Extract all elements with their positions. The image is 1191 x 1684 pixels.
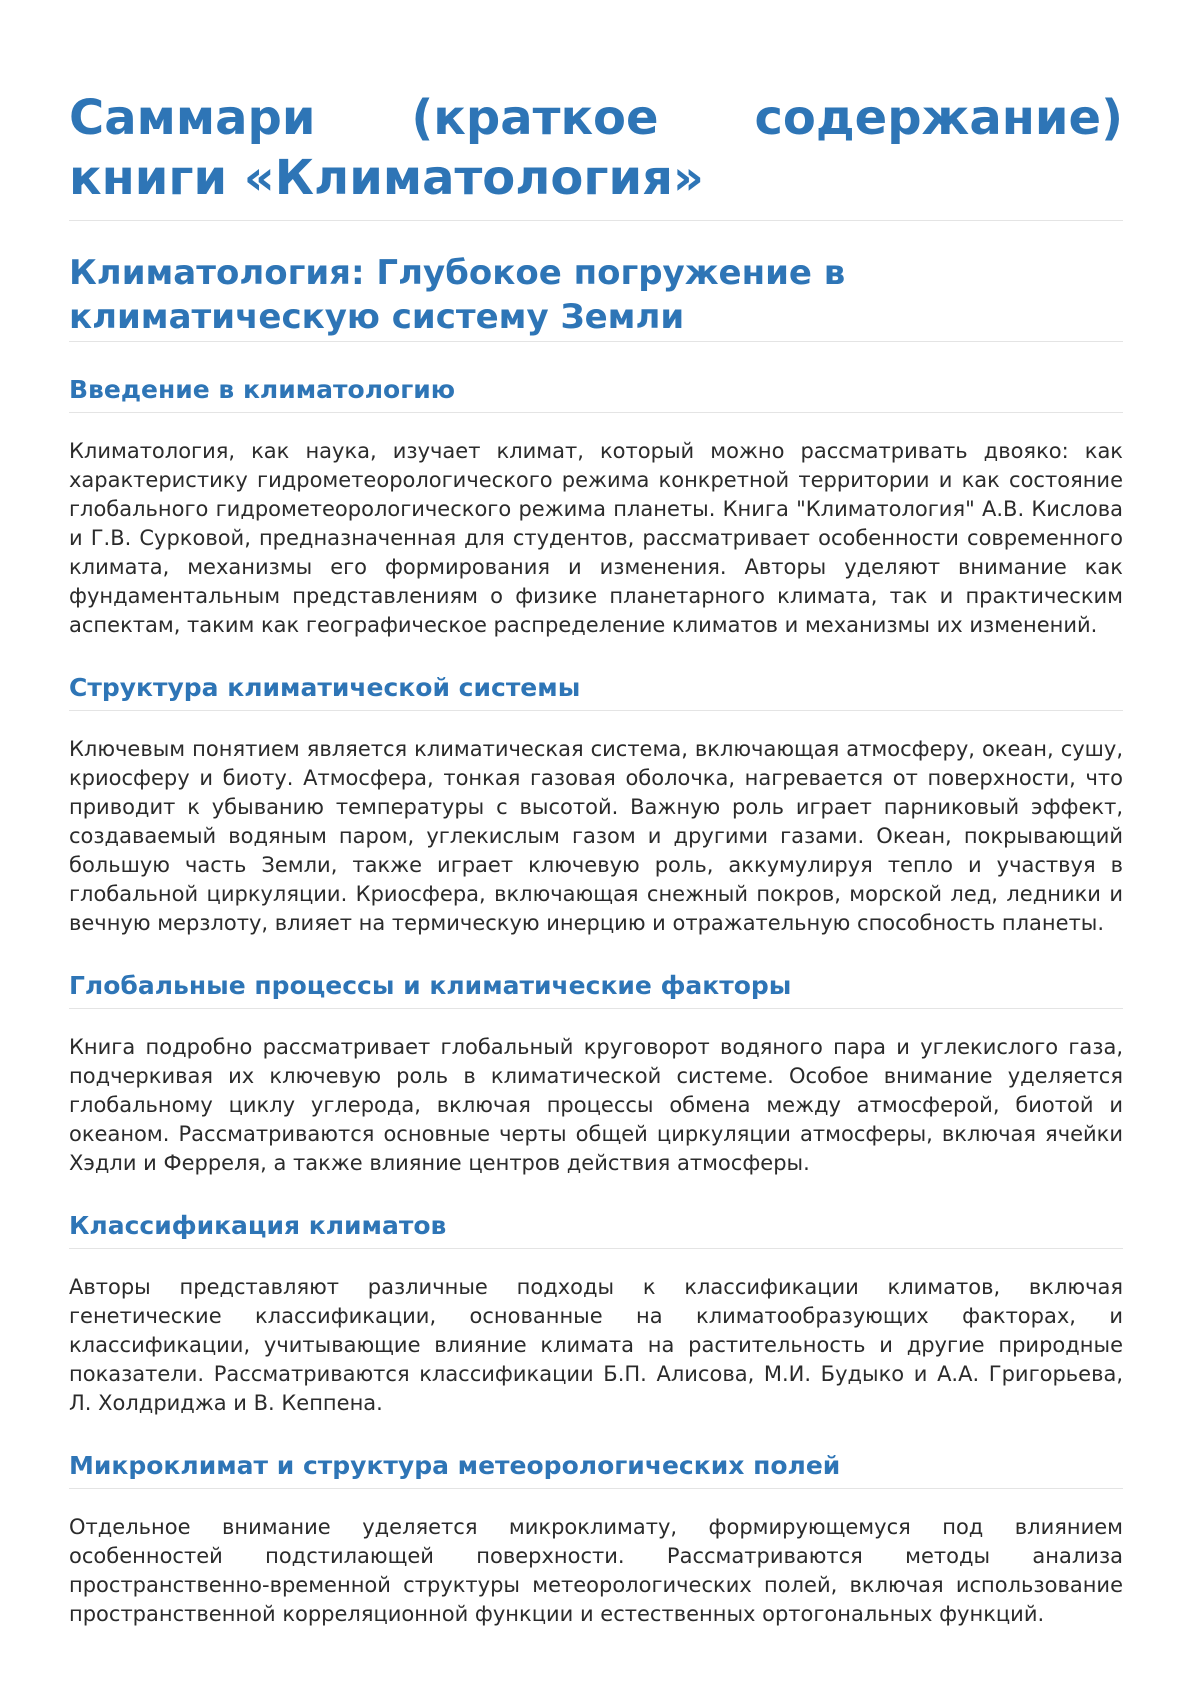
section-paragraph: Ключевым понятием является климатическая система, включающая атмосферу, океан, сушу, криосферу и биоту. Атмосфера, тонкая газовая оболочка, нагревается от поверхности, что приводит к убыванию температуры с высотой. Важную роль играет парниковый эффект, создаваемый водяным паром, углекислым газом и другими газами. Океан, покрывающий большую часть Земли, также играет ключевую роль, аккумулируя тепло и участвуя в глобальной циркуляции. Криосфера, включающая снежный покров, морской лед, ледники и вечную мерзлоту, влияет на термическую инерцию и отражательную способность планеты.: [69, 737, 1123, 935]
section-microclimate: [69, 1448, 1123, 1629]
section-heading: Структура климатической системы: [69, 670, 1123, 711]
section-paragraph: Книга подробно рассматривает глобальный круговорот водяного пара и углекислого газа, подчеркивая их ключевую роль в климатической системе. Особое внимание уделяется глобальному циклу углерода, включая процессы обмена между атмосферой, биотой и океаном. Рассматриваются основные черты общей циркуляции атмосферы, включая ячейки Хэдли и Ферреля, а также влияние центров действия атмосферы.: [69, 1035, 1123, 1175]
section-climate-classification: [69, 1208, 1123, 1418]
section-heading: Введение в климатологию: [69, 372, 1123, 413]
section-heading: Глобальные процессы и климатические факторы: [69, 968, 1123, 1009]
document-page: [69, 0, 1123, 1629]
section-paragraph: Отдельное внимание уделяется микроклимату, формирующемуся под влиянием особенностей подстилающей поверхности. Рассматриваются методы анализа пространственно-временной структуры метеорологических полей, включая использование пространственной корреляционной функции и естественных ортогональных функций.: [69, 1515, 1123, 1626]
document-subtitle: Климатология: Глубокое погружение в климатическую систему Земли: [69, 251, 1123, 342]
section-heading: Микроклимат и структура метеорологических полей: [69, 1448, 1123, 1489]
section-climate-system-structure: [69, 670, 1123, 938]
section-introduction: [69, 372, 1123, 640]
section-paragraph: Климатология, как наука, изучает климат, который можно рассматривать двояко: как характеристику гидрометеорологического режима конкретной территории и как состояние глобального гидрометеорологического режима планеты. Книга "Климатология" А.В. Кислова и Г.В. Сурковой, предназначенная для студентов, рассматривает особенности современного климата, механизмы его формирования и изменения. Авторы уделяют внимание как фундаментальным представлениям о физике планетарного климата, так и практическим аспектам, таким как географическое распределение климатов и механизмы их изменений.: [69, 439, 1123, 637]
section-global-processes: [69, 968, 1123, 1178]
section-heading: Классификация климатов: [69, 1208, 1123, 1249]
section-paragraph: Авторы представляют различные подходы к классификации климатов, включая генетические классификации, основанные на климатообразующих факторах, и классификации, учитывающие влияние климата на растительность и другие природные показатели. Рассматриваются классификации Б.П. Алисова, М.И. Будыко и А.А. Григорьева, Л. Холдриджа и В. Кеппена.: [69, 1275, 1123, 1415]
document-title: Саммари (краткое содержание) книги «Климатология»: [69, 88, 1123, 221]
